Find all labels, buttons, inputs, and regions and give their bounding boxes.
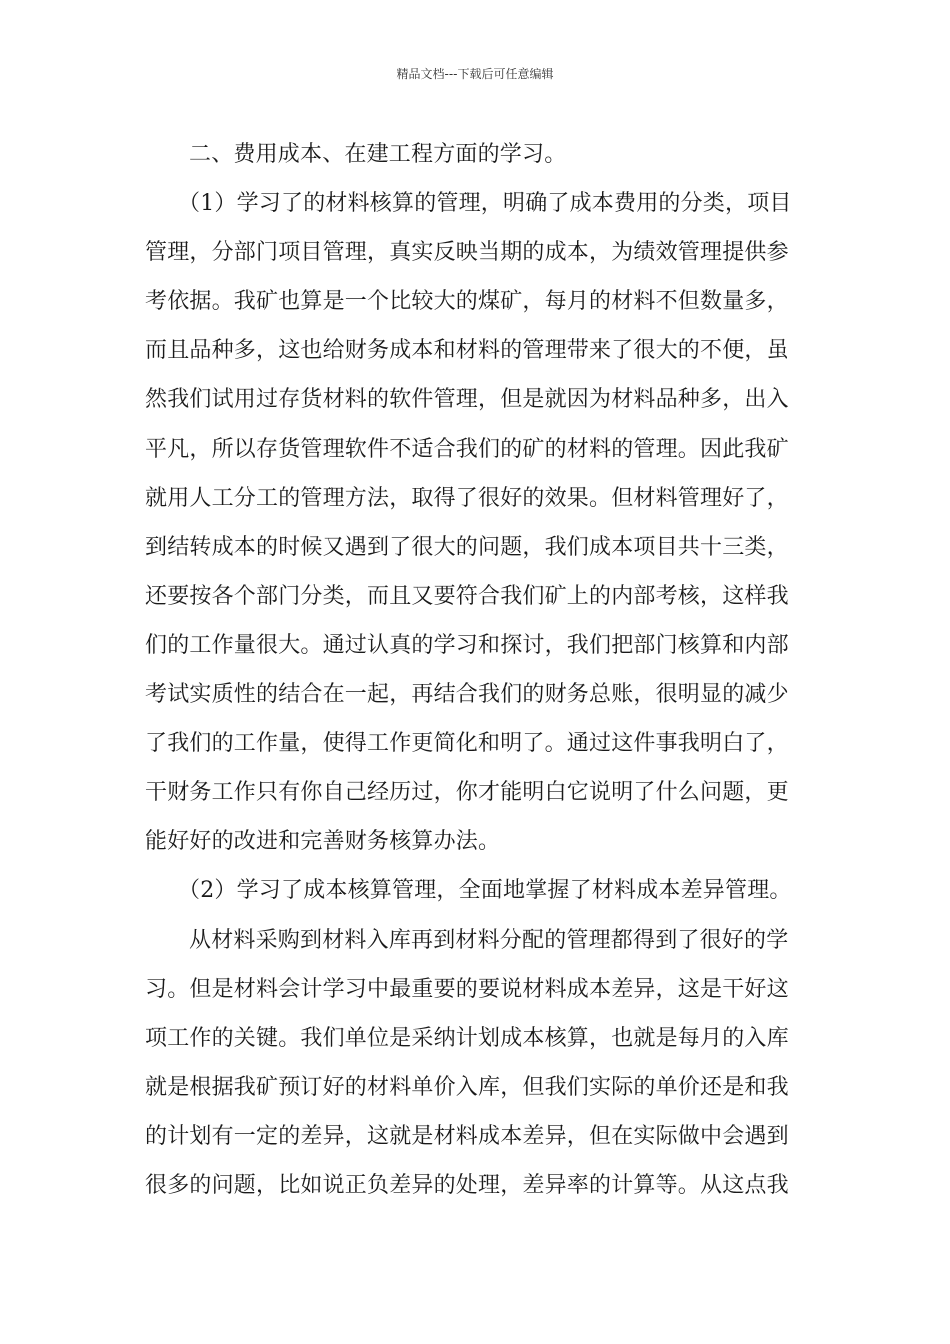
section-heading: 二、费用成本、在建工程方面的学习。 xyxy=(189,142,567,167)
paragraph-line: 到结转成本的时候又遇到了很大的问题，我们成本项目共十三类， xyxy=(145,534,789,560)
paragraph-line: 项工作的关键。我们单位是采纳计划成本核算，也就是每月的入库 xyxy=(145,1025,789,1051)
paragraph-line: 的计划有一定的差异，这就是材料成本差异，但在实际做中会遇到 xyxy=(145,1123,789,1149)
paragraph-line: 平凡，所以存货管理软件不适合我们的矿的材料的管理。因此我矿 xyxy=(145,436,789,462)
paragraph-line: 就用人工分工的管理方法，取得了很好的效果。但材料管理好了， xyxy=(145,485,789,511)
paragraph-line: 考试实质性的结合在一起，再结合我们的财务总账，很明显的减少 xyxy=(145,682,789,708)
paragraph-line: 们的工作量很大。通过认真的学习和探讨，我们把部门核算和内部 xyxy=(145,632,789,658)
paragraph-line: 从材料采购到材料入库再到材料分配的管理都得到了很好的学 xyxy=(189,927,789,953)
paragraph-line: 而且品种多，这也给财务成本和材料的管理带来了很大的不便，虽 xyxy=(145,338,789,364)
paragraph-line: 了我们的工作量，使得工作更简化和明了。通过这件事我明白了， xyxy=(145,731,789,757)
document-body xyxy=(145,130,810,1210)
paragraph-line: 习。但是材料会计学习中最重要的要说材料成本差异，这是干好这 xyxy=(145,976,789,1002)
paragraph-line: 很多的问题，比如说正负差异的处理，差异率的计算等。从这点我 xyxy=(145,1172,789,1198)
paragraph-line: 考依据。我矿也算是一个比较大的煤矿，每月的材料不但数量多， xyxy=(145,289,789,315)
paragraph-line: 能好好的改进和完善财务核算办法。 xyxy=(145,829,501,855)
page-header: 精品文档---下载后可任意编辑 xyxy=(396,67,554,81)
paragraph-line: （2）学习了成本核算管理，全面地掌握了材料成本差异管理。 xyxy=(178,878,792,904)
paragraph-line: 还要按各个部门分类，而且又要符合我们矿上的内部考核，这样我 xyxy=(145,583,789,609)
paragraph-line: （1）学习了的材料核算的管理，明确了成本费用的分类，项目 xyxy=(178,191,792,217)
paragraph-line: 然我们试用过存货材料的软件管理，但是就因为材料品种多，出入 xyxy=(145,387,789,413)
paragraph-line: 就是根据我矿预订好的材料单价入库，但我们实际的单价还是和我 xyxy=(145,1074,789,1100)
paragraph-line: 干财务工作只有你自己经历过，你才能明白它说明了什么问题，更 xyxy=(145,780,789,806)
paragraph-line: 管理，分部门项目管理，真实反映当期的成本，为绩效管理提供参 xyxy=(145,240,789,266)
